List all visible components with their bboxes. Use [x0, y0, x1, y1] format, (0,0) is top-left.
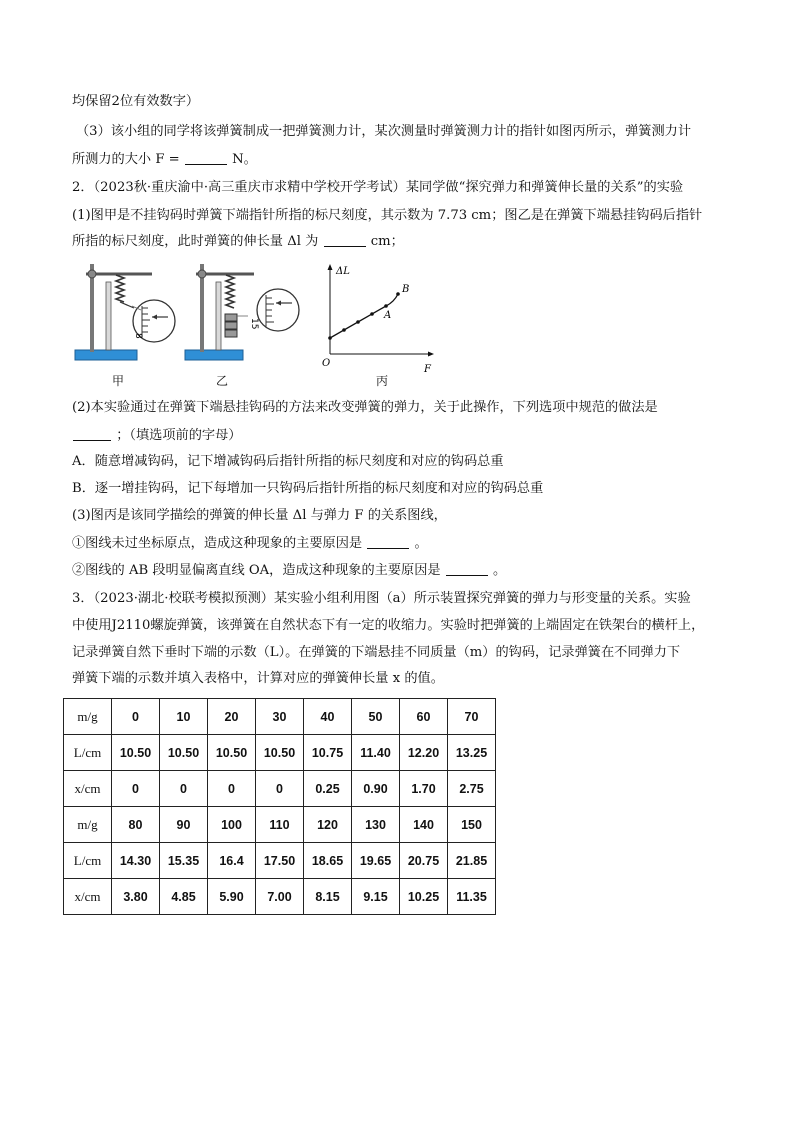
answer-blank-reason2[interactable] [446, 561, 488, 576]
q2-part1-line1: (1)图甲是不挂钩码时弹簧下端指针所指的标尺刻度，其示数为 7.73 cm；图乙是在弹簧下端悬挂钩码后指针 [72, 208, 703, 223]
graph-y-label: ΔL [336, 266, 350, 277]
q1-tail: 均保留2位有效数字） [72, 94, 200, 109]
table-cell: 70 [448, 699, 496, 735]
figure-caption-bing: 丙 [376, 374, 389, 388]
table-row-header: m/g [64, 699, 112, 735]
table-cell: 10.50 [112, 735, 160, 771]
answer-blank-reason1[interactable] [367, 534, 409, 549]
table-cell: 14.30 [112, 843, 160, 879]
table-cell: 20 [208, 699, 256, 735]
table-row [64, 843, 496, 879]
table-cell: 10 [160, 699, 208, 735]
table-row-header: L/cm [64, 843, 112, 879]
table-cell: 120 [304, 807, 352, 843]
table-cell: 2.75 [448, 771, 496, 807]
q2-part3-sub1 [72, 534, 428, 554]
q2-part1-prefix: 所指的标尺刻度，此时弹簧的伸长量 Δl 为 [72, 234, 319, 249]
table-cell: 1.70 [400, 771, 448, 807]
table-cell: 21.85 [448, 843, 496, 879]
q3-line1: 3．（2023·湖北·校联考模拟预测）某实验小组利用图（a）所示装置探究弹簧的弹力与形变量的关系。实验 [72, 591, 691, 606]
q2-option-b: B．逐一增挂钩码，记下每增加一只钩码后指针所指的标尺刻度和对应的钩码总重 [72, 481, 544, 496]
table-row-header: x/cm [64, 879, 112, 915]
table-cell: 0.25 [304, 771, 352, 807]
figure-caption-jia: 甲 [112, 374, 125, 388]
table-row-header: x/cm [64, 771, 112, 807]
table-cell: 3.80 [112, 879, 160, 915]
table-cell: 150 [448, 807, 496, 843]
figure-jia-apparatus [72, 258, 184, 366]
q2-part2-suffix: ；（填选项前的字母） [116, 428, 242, 443]
table-row-header: m/g [64, 807, 112, 843]
table-cell: 0 [112, 771, 160, 807]
q2-part3-sub2 [72, 561, 506, 581]
table-cell: 12.20 [400, 735, 448, 771]
q3-line4: 弹簧下端的示数并填入表格中，计算对应的弹簧伸长量 x 的值。 [72, 671, 444, 686]
q2-part3-sub1-prefix: ①图线未过坐标原点，造成这种现象的主要原因是 [72, 536, 363, 551]
table-cell: 130 [352, 807, 400, 843]
table-row-header: L/cm [64, 735, 112, 771]
q2-part1-suffix: cm； [370, 234, 404, 249]
table-cell: 140 [400, 807, 448, 843]
answer-blank-force[interactable] [185, 150, 227, 165]
table-cell: 10.50 [256, 735, 304, 771]
table-cell: 11.35 [448, 879, 496, 915]
table-cell: 30 [256, 699, 304, 735]
table-cell: 40 [304, 699, 352, 735]
q1-part3-line1: （3）该小组的同学将该弹簧制成一把弹簧测力计，某次测量时弹簧测力计的指针如图丙所示，弹簧测力计 [76, 124, 692, 139]
q2-part3-sub2-prefix: ②图线的 AB 段明显偏离直线 OA，造成这种现象的主要原因是 [72, 563, 441, 578]
q1-part3-suffix: N。 [232, 152, 257, 167]
answer-blank-extension[interactable] [324, 232, 366, 247]
q3-data-table [63, 698, 496, 915]
table-cell: 100 [208, 807, 256, 843]
q2-part2-line1: (2)本实验通过在弹簧下端悬挂钩码的方法来改变弹簧的弹力，关于此操作，下列选项中规范的做法是 [72, 400, 658, 415]
table-cell: 10.50 [160, 735, 208, 771]
figure-caption-yi: 乙 [216, 374, 229, 388]
q1-part3-line2 [72, 150, 257, 170]
graph-x-label: F [424, 364, 431, 375]
scale-number-jia: 8 [133, 333, 143, 339]
table-cell: 11.40 [352, 735, 400, 771]
table-cell: 10.50 [208, 735, 256, 771]
table-cell: 13.25 [448, 735, 496, 771]
table-cell: 90 [160, 807, 208, 843]
q2-option-a: A．随意增减钩码，记下增减钩码后指针所指的标尺刻度和对应的钩码总重 [72, 454, 504, 469]
table-cell: 18.65 [304, 843, 352, 879]
q1-part3-prefix: 所测力的大小 F = [72, 152, 180, 167]
table-cell: 15.35 [160, 843, 208, 879]
table-row [64, 735, 496, 771]
table-row [64, 807, 496, 843]
table-cell: 20.75 [400, 843, 448, 879]
table-cell: 8.15 [304, 879, 352, 915]
graph-point-b: B [402, 284, 410, 295]
table-row [64, 879, 496, 915]
q2-part3-sub1-suffix: 。 [414, 536, 428, 551]
table-cell: 80 [112, 807, 160, 843]
table-row [64, 699, 496, 735]
table-cell: 50 [352, 699, 400, 735]
table-cell: 10.75 [304, 735, 352, 771]
table-cell: 0 [160, 771, 208, 807]
scale-number-yi: 15 [249, 318, 259, 330]
q2-header: 2．（2023秋·重庆渝中·高三重庆市求精中学校开学考试）某同学做“探究弹力和弹簧伸长量的关系”的实验 [72, 180, 684, 195]
table-cell: 17.50 [256, 843, 304, 879]
q2-part2-line2 [72, 426, 241, 446]
answer-blank-choice[interactable] [73, 426, 111, 441]
table-cell: 0 [112, 699, 160, 735]
figure-bing-graph [318, 258, 438, 378]
table-row [64, 771, 496, 807]
table-cell: 16.4 [208, 843, 256, 879]
table-cell: 0 [256, 771, 304, 807]
table-cell: 0.90 [352, 771, 400, 807]
table-cell: 5.90 [208, 879, 256, 915]
table-cell: 60 [400, 699, 448, 735]
graph-point-a: A [384, 310, 392, 321]
table-cell: 110 [256, 807, 304, 843]
table-cell: 0 [208, 771, 256, 807]
table-cell: 19.65 [352, 843, 400, 879]
table-cell: 9.15 [352, 879, 400, 915]
q2-part1-line2 [72, 232, 404, 252]
table-cell: 10.25 [400, 879, 448, 915]
table-cell: 7.00 [256, 879, 304, 915]
q3-line2: 中使用J2110螺旋弹簧，该弹簧在自然状态下有一定的收缩力。实验时把弹簧的上端固定在铁架台的横杆上， [72, 618, 705, 633]
q2-part3-intro: (3)图丙是该同学描绘的弹簧的伸长量 Δl 与弹力 F 的关系图线， [72, 508, 447, 523]
figure-yi-apparatus [182, 258, 300, 366]
q2-part3-sub2-suffix: 。 [493, 563, 507, 578]
q3-line3: 记录弹簧自然下垂时下端的示数（L）。在弹簧的下端悬挂不同质量（m）的钩码，记录弹簧在不同弹力下 [72, 645, 681, 660]
graph-origin: O [322, 358, 331, 369]
table-cell: 4.85 [160, 879, 208, 915]
